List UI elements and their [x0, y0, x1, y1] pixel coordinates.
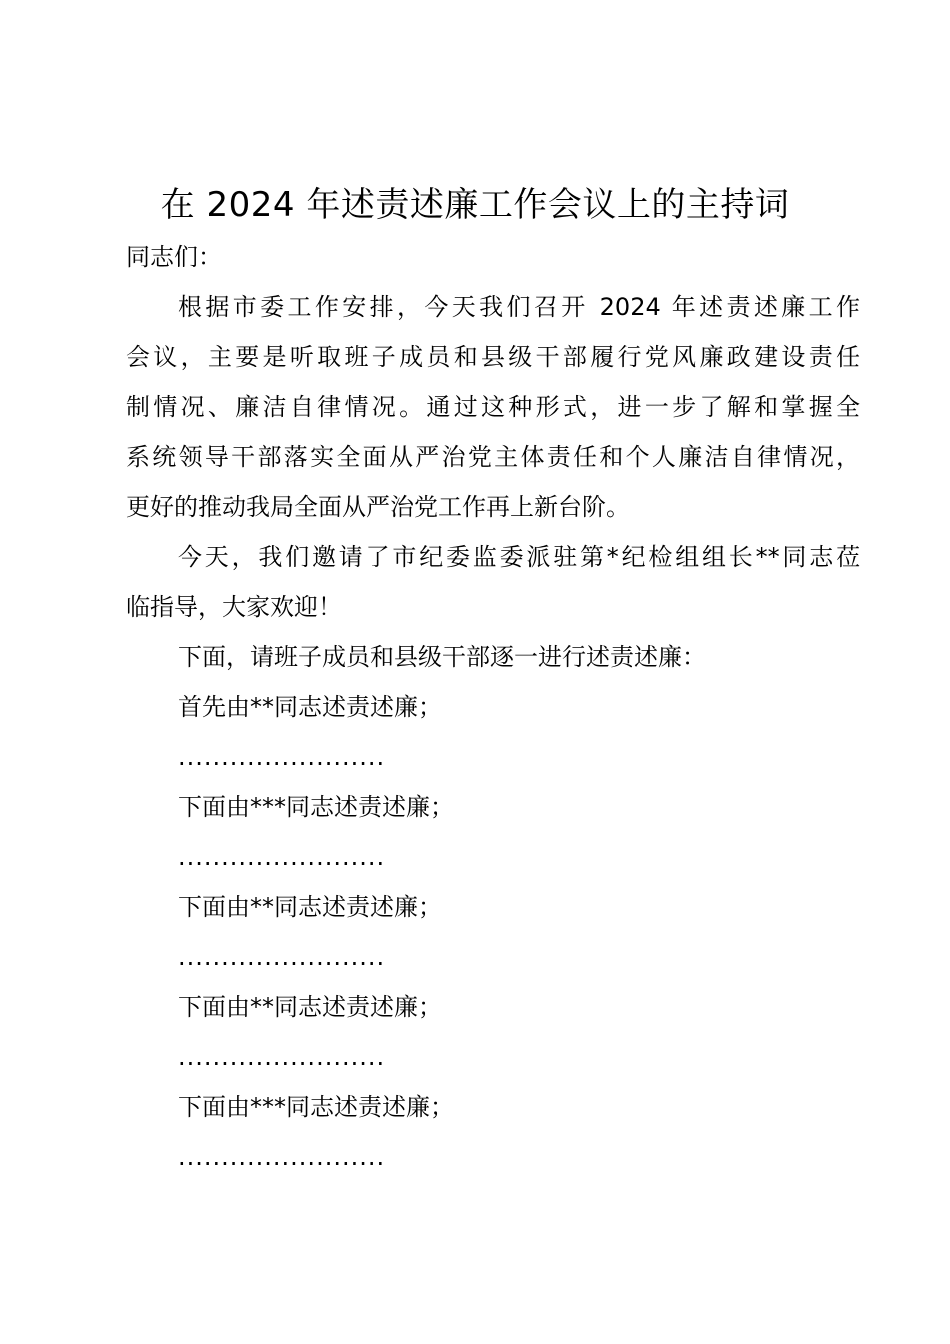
- document-title: 在 2024 年述责述廉工作会议上的主持词: [160, 185, 790, 225]
- speaker-line-5: 下面由***同志述责述廉；: [178, 1093, 454, 1121]
- paragraph-1-line-1: 根据市委工作安排，今天我们召开 2024 年述责述廉工作: [178, 293, 860, 321]
- paragraph-1-line-3: 制情况、廉洁自律情况。通过这种形式，进一步了解和掌握全: [126, 393, 860, 421]
- intro-line: 下面，请班子成员和县级干部逐一进行述责述廉：: [178, 643, 706, 671]
- paragraph-2-line-1: 今天，我们邀请了市纪委监委派驻第*纪检组组长**同志莅: [178, 543, 860, 571]
- ellipsis-line-1: ........................: [178, 743, 386, 771]
- salutation: 同志们：: [126, 243, 222, 271]
- ellipsis-line-4: ........................: [178, 1043, 386, 1071]
- ellipsis-line-3: ........................: [178, 943, 386, 971]
- speaker-line-3: 下面由**同志述责述廉；: [178, 893, 442, 921]
- document-body: [126, 232, 860, 1182]
- paragraph-1-line-5: 更好的推动我局全面从严治党工作再上新台阶。: [126, 493, 630, 521]
- paragraph-1-line-2: 会议，主要是听取班子成员和县级干部履行党风廉政建设责任: [126, 343, 860, 371]
- paragraph-2-line-2: 临指导，大家欢迎！: [126, 593, 342, 621]
- speaker-line-4: 下面由**同志述责述廉；: [178, 993, 442, 1021]
- ellipsis-line-5: ........................: [178, 1143, 386, 1171]
- speaker-line-2: 下面由***同志述责述廉；: [178, 793, 454, 821]
- speaker-line-1: 首先由**同志述责述廉；: [178, 693, 442, 721]
- paragraph-1-line-4: 系统领导干部落实全面从严治党主体责任和个人廉洁自律情况，: [126, 443, 860, 471]
- ellipsis-line-2: ........................: [178, 843, 386, 871]
